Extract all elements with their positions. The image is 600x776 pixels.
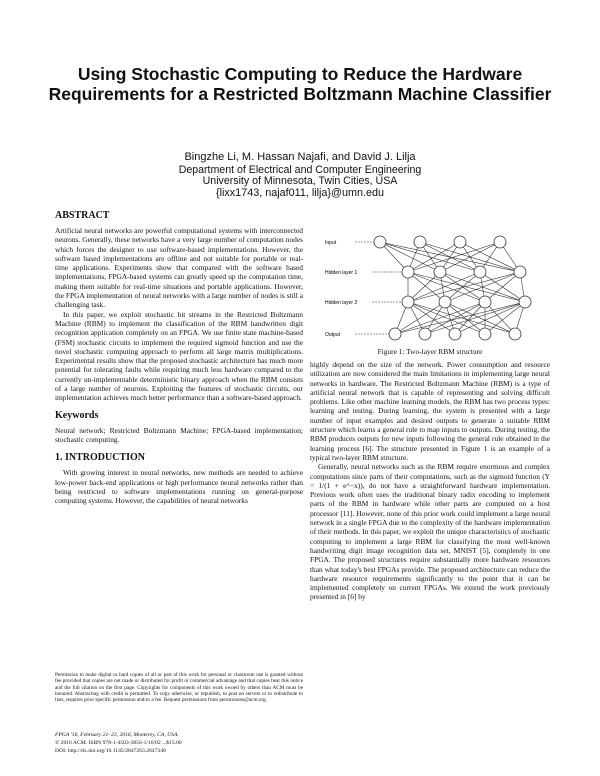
publication-meta — [55, 731, 303, 755]
figure-label-hidden-1: Hidden layer 1 — [325, 270, 358, 276]
right-paragraph-2: Generally, neural networks such as the RBM require enormous and complex computations since parts of their computations, such as the sigmoid function (Y = 1/(1 + e^−x)), do not have a straightforward hardware implementation. Previous work often uses the traditional binary radix encoding to implement parts of the RBM in hardware while other parts are computed on a host processor [11]. However, none of this prior work could implement a large neural network in a single FPGA due to the complexity of the hardware implementation of their methods. In this paper, we exploit the unique characteristics of stochastic computing to implement a large RBM for classifying the most well-known handwriting digit image recognition data set, MNIST [5], completely in one FPGA. The proposed structures require substantially more hardware resources than what today's best FPGAs provide. The proposed architecture can reduce the hardware resource requirements significantly to the point that it can be implemented completely on current FPGAs. We extend the work previously presented in [6] by — [310, 462, 550, 602]
rbm-figure — [320, 232, 550, 347]
introduction-heading: 1. INTRODUCTION — [55, 452, 146, 464]
right-paragraph-1: highly depend on the size of the network. Power consumption and resource utilization are now considered the main limitations in implementing large neural networks in hardware. The Restricted Boltzmann Machine (RBM) is a type of artificial neural network that is capable of representing and solving difficult problems. Like other machine learning models, the RBM has two process types: learning and testing. During learning, the system is presented with a large number of input examples and desired outputs to generate a suitable RBM structure which learns a general rule to map inputs to outputs. During testing, the RBM produces outputs for new inputs following the general rule obtained in the learning process [6]. The structure presented in Figure 1 is an example of a typical two-layer RBM structure. — [310, 360, 550, 462]
conference-line: FPGA '16, February 21–23, 2016, Monterey, CA, USA. — [55, 732, 179, 738]
author-block — [40, 152, 560, 199]
abstract-paragraph-2: In this paper, we exploit stochastic bit streams in the Restricted Boltzmann Machine (RBM) to implement the classification of the RBM handwritten digit recognition application completely on an FPGA. We use finite state machine-based (FSM) stochastic circuits to implement the required sigmoid function and use the novel stochastic computing approach to perform all large matrix multiplications. Experimental results show that the proposed stochastic architecture has much more potential for tolerating faults while requiring much less hardware compared to the currently un-implementable deterministic binary approach when the RBM consists of a large number of neurons. Exploiting the features of stochastic circuits, our implementation achieves much better performance than a software-based approach. — [55, 309, 303, 403]
author-emails: {lixx1743, najaf011, lilja}@umn.edu — [215, 186, 385, 199]
figure-label-hidden-2: Hidden layer 2 — [325, 300, 358, 306]
copyright-line: © 2016 ACM. ISBN 978-1-4503-3856-1/16/02 ...$15.00 — [55, 740, 182, 746]
abstract-heading: ABSTRACT — [55, 210, 110, 221]
keywords-heading: Keywords — [55, 409, 99, 421]
affiliation-department: Department of Electrical and Computer Engineering — [178, 163, 422, 176]
figure-label-output: Output — [325, 332, 341, 338]
author-names: Bingzhe Li, M. Hassan Najafi, and David J. Lilja — [184, 151, 416, 163]
affiliation-university: University of Minnesota, Twin Cities, USA — [202, 175, 398, 187]
left-column — [55, 210, 303, 505]
abstract-paragraph-1: Artificial neural networks are powerful computational systems with interconnected neurons. Generally, these networks have a very large number of computation nodes which forces the designer to use software-based implementations. However, the software based implementations are offline and not suitable for portable or real-time applications. Experiments show that compared with the software based implementations, FPGA-based systems can greatly speed up the computation time, making them suitable for real-time situations and portable applications. However, the FPGA implementation of neural networks with a large number of nodes is still a challenging task. — [55, 226, 303, 310]
right-column — [310, 360, 550, 602]
figure-caption: Figure 1: Two-layer RBM structure — [377, 347, 483, 356]
doi-line: DOI: http://dx.doi.org/10.1145/2847263.2847340 — [55, 748, 166, 754]
permission-notice: Permission to make digital or hard copies of all or part of this work for personal or classroom use is granted without fee provided that copies are not made or distributed for profit or commercial advantage and that copies bear this notice and the full citation on the first page. Copyrights for components of this work owned by others than ACM must be honored. Abstracting with credit is permitted. To copy otherwise, or republish, to post on servers or to redistribute to lists, requires prior specific permission and/or a fee. Request permissions from permissions@acm.org. — [55, 672, 303, 704]
figure-label-input: Input — [325, 240, 337, 246]
keywords-text: Neural network; Restricted Boltzmann Machine; FPGA-based implementation; stochastic computing. — [55, 425, 303, 444]
paper-title: Using Stochastic Computing to Reduce the Hardware Requirements for a Restricted Boltzmann Machine Classifier — [48, 64, 552, 104]
introduction-paragraph-1: With growing interest in neural networks, new methods are needed to achieve low-power back-end applications or high performance neural networks rather than being restricted to software implementations running on general-purpose computing systems. However, the capabilities of neural networks — [55, 468, 303, 506]
